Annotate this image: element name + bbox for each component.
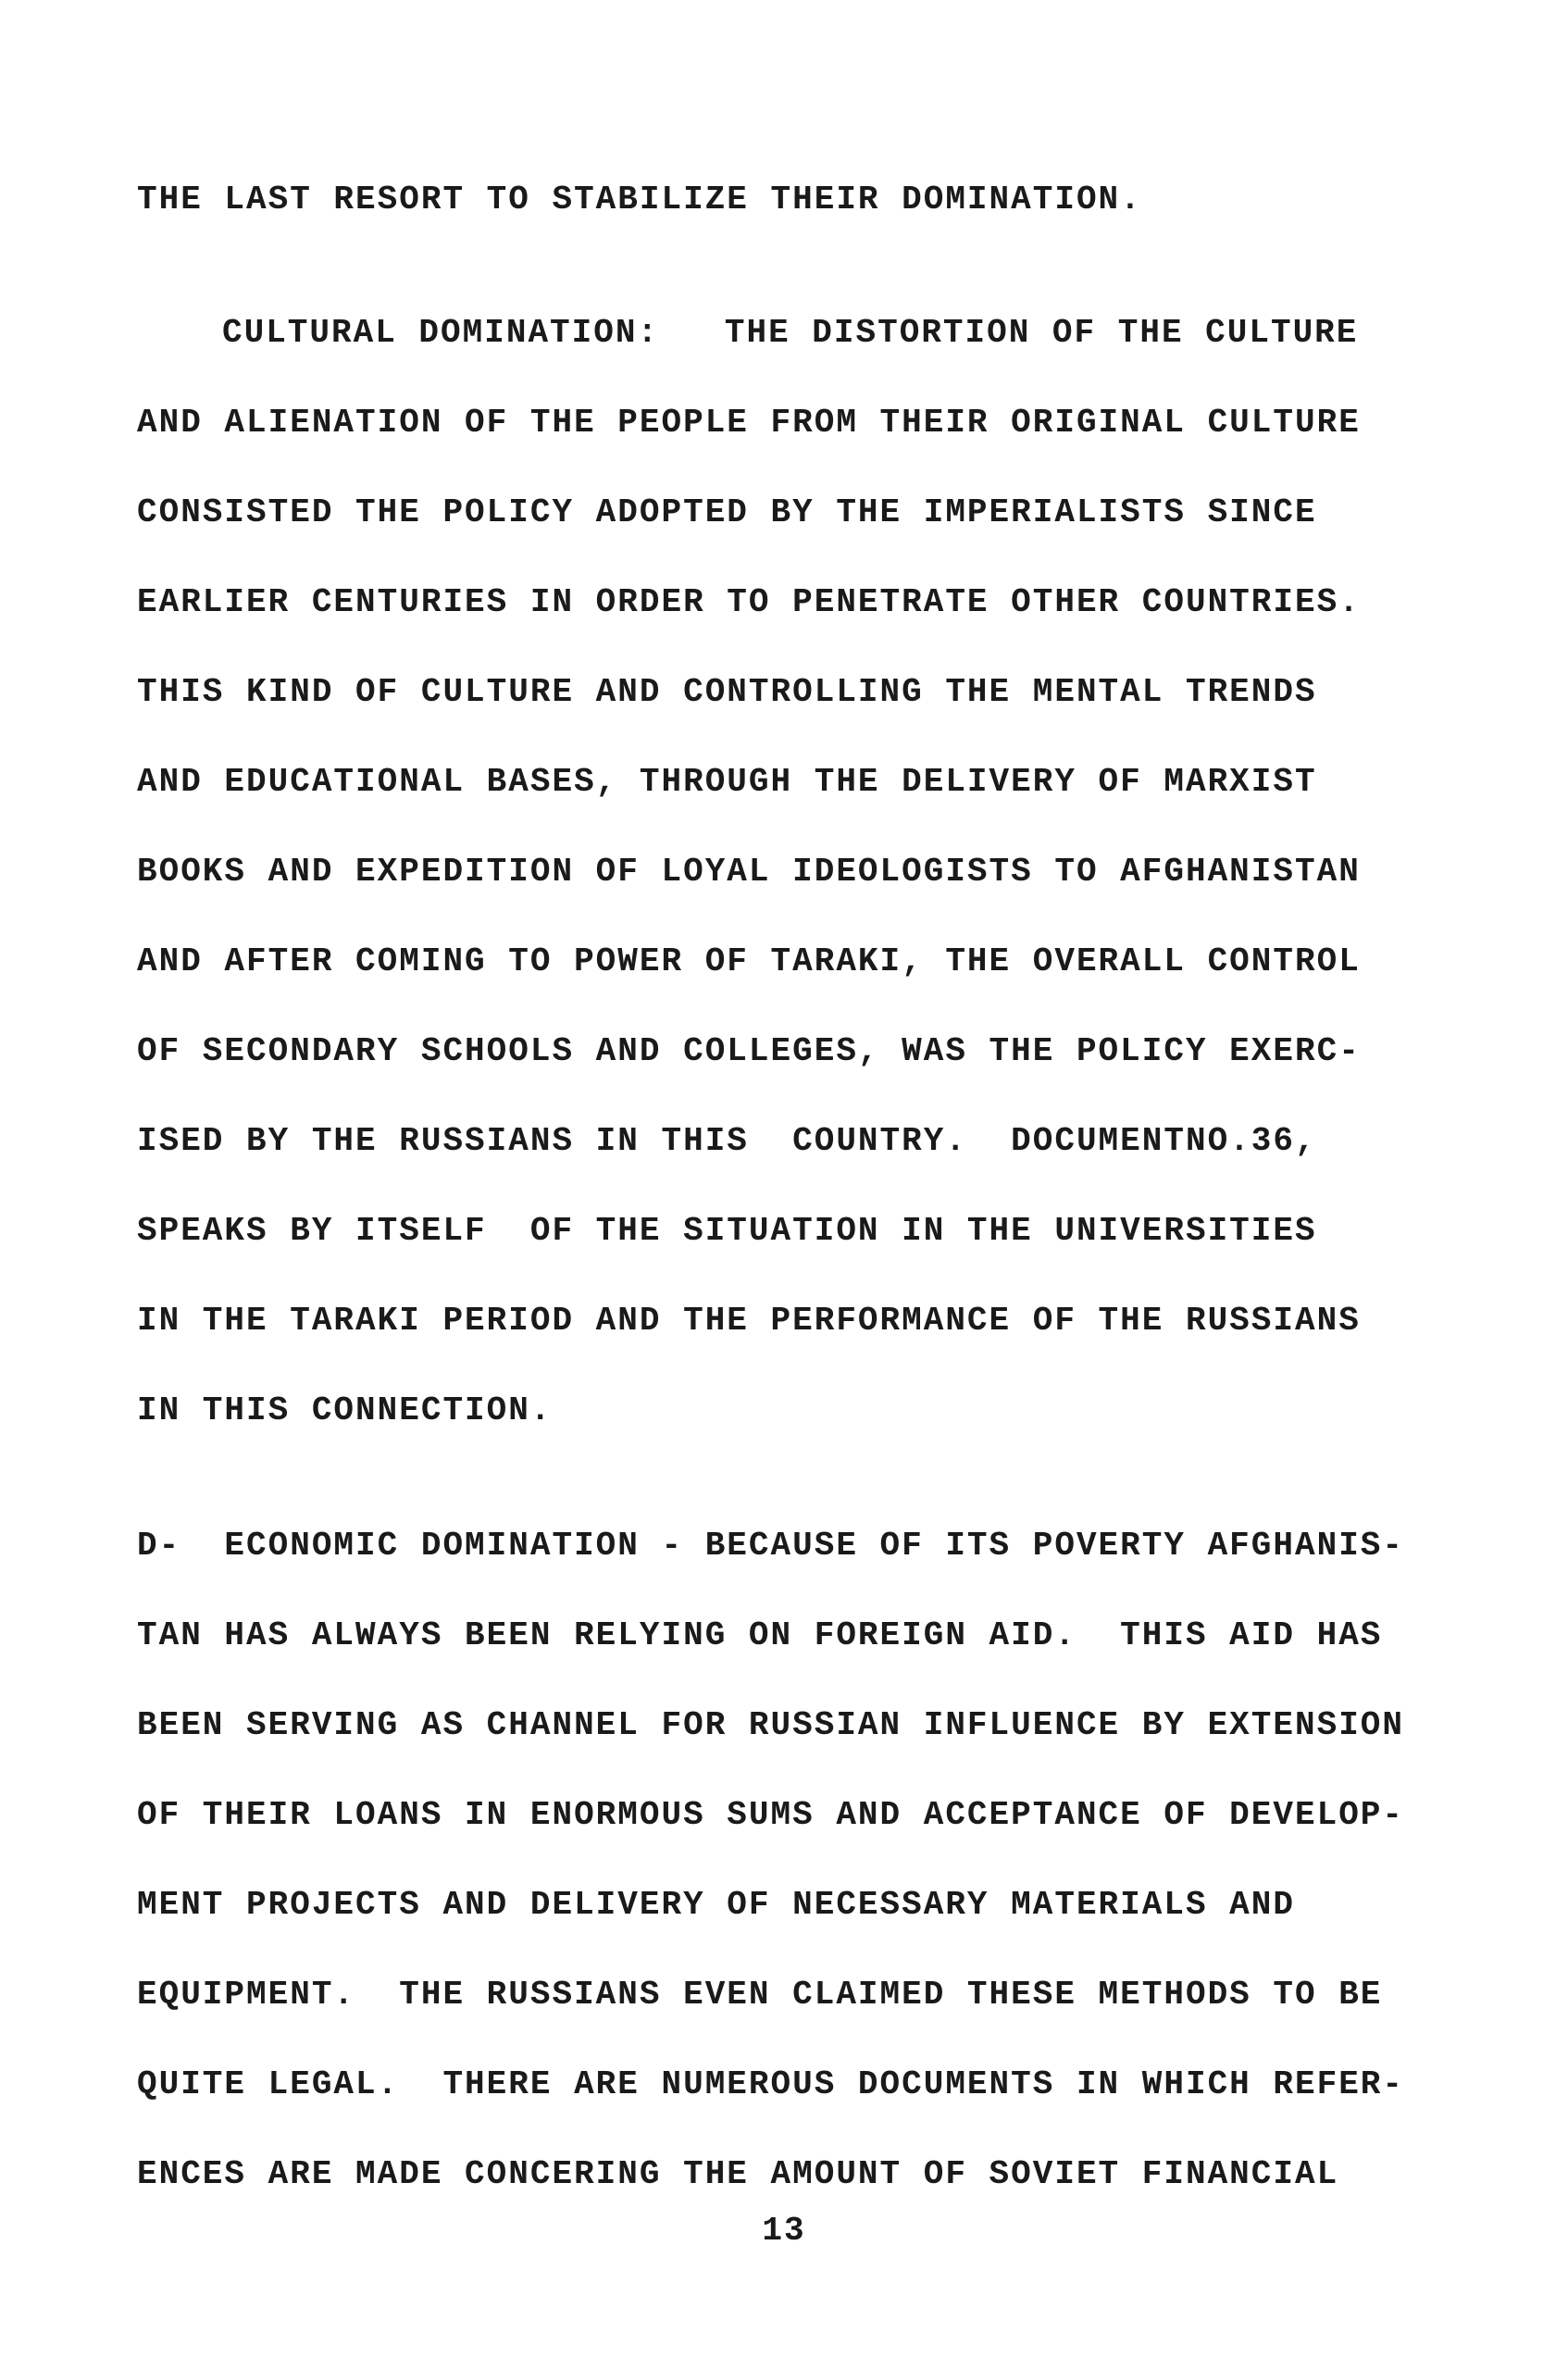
text-line: ENCES ARE MADE CONCERING THE AMOUNT OF SOVIET FINANCIAL bbox=[137, 2155, 1339, 2193]
text-line: OF THEIR LOANS IN ENORMOUS SUMS AND ACCEPTANCE OF DEVELOP- bbox=[137, 1796, 1405, 1834]
text-line: IN THE TARAKI PERIOD AND THE PERFORMANCE OF THE RUSSIANS bbox=[137, 1302, 1361, 1340]
text-line: BOOKS AND EXPEDITION OF LOYAL IDEOLOGISTS TO AFGHANISTAN bbox=[137, 853, 1361, 891]
text-line: EQUIPMENT. THE RUSSIANS EVEN CLAIMED THESE METHODS TO BE bbox=[137, 1976, 1383, 2014]
text-line: AND ALIENATION OF THE PEOPLE FROM THEIR ORIGINAL CULTURE bbox=[137, 404, 1361, 442]
text-line: SPEAKS BY ITSELF OF THE SITUATION IN THE UNIVERSITIES bbox=[137, 1212, 1317, 1250]
text-line: OF SECONDARY SCHOOLS AND COLLEGES, WAS THE POLICY EXERC- bbox=[137, 1032, 1361, 1070]
text-line: AND AFTER COMING TO POWER OF TARAKI, THE OVERALL CONTROL bbox=[137, 942, 1361, 980]
page-number: 13 bbox=[762, 2212, 806, 2250]
text-line: EARLIER CENTURIES IN ORDER TO PENETRATE OTHER COUNTRIES. bbox=[137, 583, 1361, 621]
text-line: ISED BY THE RUSSIANS IN THIS COUNTRY. DOCUMENTNO.36, bbox=[137, 1122, 1317, 1160]
text-line: THE LAST RESORT TO STABILIZE THEIR DOMINATION. bbox=[137, 181, 1142, 218]
text-line: TAN HAS ALWAYS BEEN RELYING ON FOREIGN AID. THIS AID HAS bbox=[137, 1616, 1383, 1654]
text-line: CONSISTED THE POLICY ADOPTED BY THE IMPERIALISTS SINCE bbox=[137, 493, 1317, 531]
text-line: QUITE LEGAL. THERE ARE NUMEROUS DOCUMENTS IN WHICH REFER- bbox=[137, 2065, 1405, 2103]
text-line: AND EDUCATIONAL BASES, THROUGH THE DELIVERY OF MARXIST bbox=[137, 763, 1317, 801]
text-line: D- ECONOMIC DOMINATION - BECAUSE OF ITS POVERTY AFGHANIS- bbox=[137, 1527, 1405, 1565]
text-line: IN THIS CONNECTION. bbox=[137, 1391, 553, 1429]
text-line: BEEN SERVING AS CHANNEL FOR RUSSIAN INFLUENCE BY EXTENSION bbox=[137, 1706, 1405, 1744]
text-line: CULTURAL DOMINATION: THE DISTORTION OF THE CULTURE bbox=[222, 314, 1359, 352]
text-line: THIS KIND OF CULTURE AND CONTROLLING THE MENTAL TRENDS bbox=[137, 673, 1317, 711]
text-line: MENT PROJECTS AND DELIVERY OF NECESSARY MATERIALS AND bbox=[137, 1886, 1295, 1924]
